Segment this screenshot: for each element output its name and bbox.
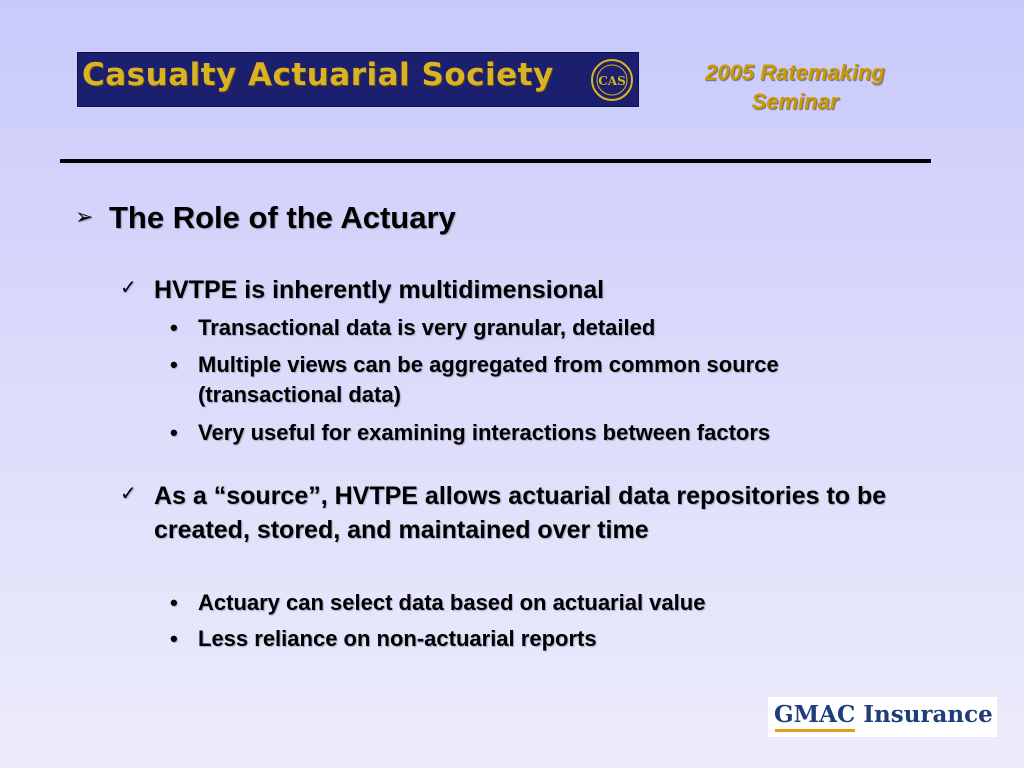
arrow-icon: ➢	[75, 204, 94, 229]
cas-logo	[77, 52, 639, 107]
point-2-sub-1-text: Actuary can select data based on actuarial value	[198, 590, 706, 615]
cas-seal-icon	[590, 58, 634, 102]
header-divider	[60, 159, 931, 163]
slide-heading-text: The Role of the Actuary	[109, 200, 456, 235]
bullet-icon: •	[170, 626, 178, 651]
point-2-sub-1	[170, 588, 898, 618]
gmac-logo-text: GMAC Insurance	[774, 701, 993, 728]
point-2-sub-2	[170, 624, 898, 654]
point-2-text: As a “source”, HVTPE allows actuarial data repositories to be created, stored, and maintained over time	[154, 482, 887, 544]
gmac-logo	[768, 697, 997, 737]
bullet-icon: •	[170, 315, 178, 340]
seminar-title-line2: Seminar	[751, 89, 839, 114]
check-icon: ✓	[120, 277, 137, 299]
point-1-sub-1	[170, 313, 898, 343]
point-1-sub-3-text: Very useful for examining interactions between factors	[198, 420, 771, 445]
bullet-icon: •	[170, 590, 178, 615]
point-1	[120, 273, 924, 307]
slide-heading	[75, 200, 456, 236]
point-1-sub-3	[170, 418, 898, 448]
check-icon: ✓	[120, 483, 137, 505]
cas-seal-text: CAS	[598, 74, 626, 88]
point-2	[120, 479, 924, 547]
point-1-sub-2	[170, 350, 898, 410]
gmac-logo-accent	[775, 729, 855, 732]
bullet-icon: •	[170, 420, 178, 445]
point-1-text: HVTPE is inherently multidimensional	[154, 276, 605, 304]
point-2-sub-2-text: Less reliance on non-actuarial reports	[198, 626, 597, 651]
seminar-title-line1: 2005 Ratemaking	[705, 60, 885, 85]
point-1-sub-1-text: Transactional data is very granular, detailed	[198, 315, 656, 340]
point-1-sub-2-text: Multiple views can be aggregated from common source (transactional data)	[198, 352, 779, 407]
seminar-title	[670, 58, 920, 116]
cas-logo-text: Casualty Actuarial Society	[82, 57, 554, 93]
bullet-icon: •	[170, 352, 178, 377]
